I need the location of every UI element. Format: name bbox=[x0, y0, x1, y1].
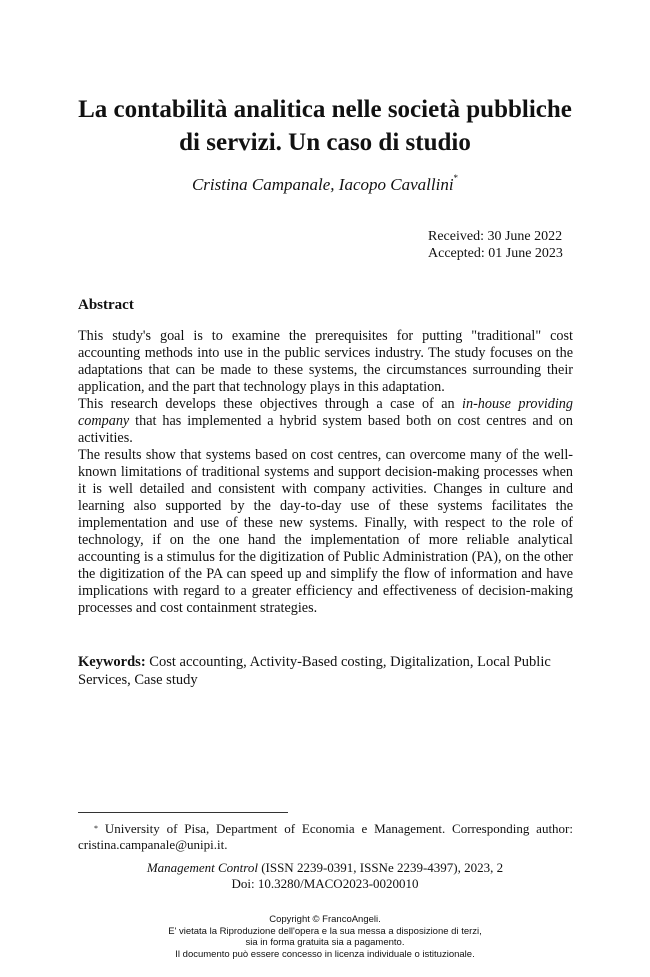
abstract-p2-end: that has implemented a hybrid system based both on cost centres and on activities. bbox=[78, 413, 573, 446]
keywords-label: Keywords: bbox=[78, 654, 146, 670]
journal-issn: (ISSN 2239-0391, ISSNe 2239-4397), 2023, 2 bbox=[257, 860, 504, 875]
author-footnote-mark: * bbox=[453, 173, 459, 183]
title-line-1: La contabilità analitica nelle società pubbliche bbox=[78, 96, 572, 123]
abstract-body bbox=[78, 328, 573, 617]
author-names: Cristina Campanale, Iacopo Cavallini bbox=[191, 175, 454, 194]
title-line-2: di servizi. Un caso di studio bbox=[179, 129, 471, 156]
copyright-line-3: sia in forma gratuita sia a pagamento. bbox=[245, 937, 405, 948]
footnote-text: University of Pisa, Department of Economia e Management. Corresponding author: cristina.campanale@unipi.it. bbox=[78, 821, 573, 852]
footnote-divider bbox=[78, 812, 288, 813]
keywords bbox=[78, 653, 573, 689]
doi: Doi: 10.3280/MACO2023-0020010 bbox=[231, 876, 419, 891]
paper-title bbox=[0, 93, 650, 159]
footnote-mark: * bbox=[94, 824, 98, 833]
abstract-paragraph-3: The results show that systems based on cost centres, can overcome many of the well-known limitations of traditional systems and support decision-making processes when it is well detailed and consistent with company activities. Changes in culture and learning also supported by the day-to-day use of these systems facilitates the implementation and use of these new systems. Finally, with respect to the role of technology, if on the one hand the implementation of more reliable analytical accounting is a stimulus for the digitization of Public Administration (PA), on the other the digitization of the PA can speed up and simplify the flow of information and have implications with regard to a greater efficiency and effectiveness of decision-making processes and cost containment strategies. bbox=[78, 447, 573, 616]
abstract-p2-start: This research develops these objectives through a case of an bbox=[78, 396, 463, 412]
keywords-text: Cost accounting, Activity-Based costing, Digitalization, Local Public Services, Case study bbox=[78, 654, 551, 688]
copyright-line-2: E' vietata la Riproduzione dell'opera e la sua messa a disposizione di terzi, bbox=[168, 925, 482, 937]
journal-info bbox=[0, 860, 650, 892]
accepted-date: Accepted: 01 June 2023 bbox=[428, 246, 563, 261]
copyright-line-4: Il documento può essere concesso in licenza individuale o istituzionale. bbox=[175, 948, 475, 960]
journal-name: Management Control bbox=[146, 860, 258, 875]
received-date: Received: 30 June 2022 bbox=[428, 229, 563, 244]
copyright-line-1: Copyright © FrancoAngeli. bbox=[269, 914, 381, 925]
footnote bbox=[78, 821, 573, 853]
copyright-notice bbox=[0, 914, 650, 960]
abstract-paragraph-1: This study's goal is to examine the prerequisites for putting "traditional" cost accounting methods into use in the public services industry. The study focuses on the adaptations that can be made to these systems, the circumstances surrounding their application, and the part that technology plays in this adaptation. bbox=[78, 328, 573, 395]
abstract-p2-italic: in-house providing company bbox=[78, 396, 573, 429]
author-list bbox=[0, 175, 650, 195]
abstract-heading: Abstract bbox=[78, 297, 134, 313]
abstract-paragraph-2 bbox=[78, 396, 573, 447]
submission-dates bbox=[428, 228, 563, 262]
